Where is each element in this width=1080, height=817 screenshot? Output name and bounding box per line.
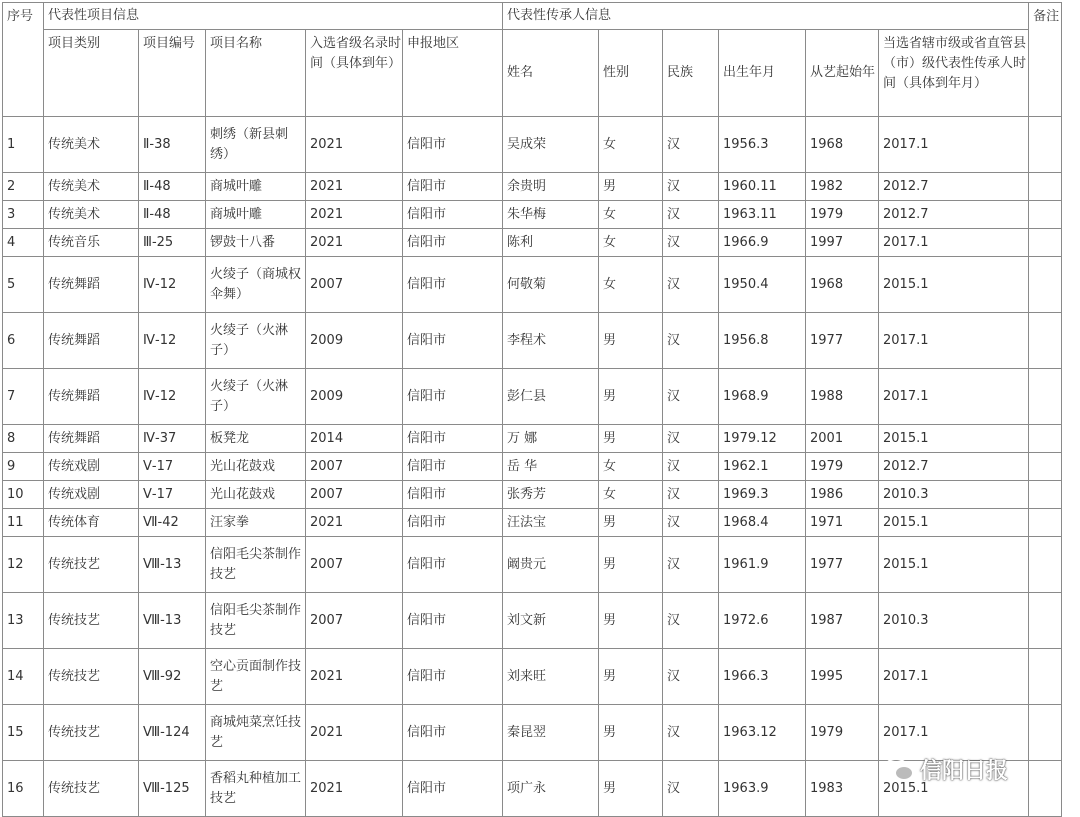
row-seq: 16: [3, 761, 44, 817]
row-ethnicity: 汉: [663, 369, 719, 425]
row-name: 岳 华: [503, 453, 599, 481]
row-project: 光山花鼓戏: [206, 453, 306, 481]
row-seq: 1: [3, 117, 44, 173]
row-project: 香稻丸种植加工技艺: [206, 761, 306, 817]
table-row: [3, 173, 1062, 201]
row-year: 2021: [306, 509, 403, 537]
row-category: 传统技艺: [44, 705, 139, 761]
row-remark: [1029, 425, 1062, 453]
row-remark: [1029, 201, 1062, 229]
row-seq: 8: [3, 425, 44, 453]
row-ethnicity: 汉: [663, 257, 719, 313]
row-category: 传统戏剧: [44, 481, 139, 509]
row-ethnicity: 汉: [663, 313, 719, 369]
row-region: 信阳市: [403, 201, 503, 229]
row-ethnicity: 汉: [663, 649, 719, 705]
row-gender: 女: [599, 481, 663, 509]
row-ethnicity: 汉: [663, 593, 719, 649]
row-ethnicity: 汉: [663, 173, 719, 201]
row-start-year: 1986: [806, 481, 879, 509]
row-start-year: 1982: [806, 173, 879, 201]
table-row: [3, 705, 1062, 761]
row-remark: [1029, 173, 1062, 201]
row-region: 信阳市: [403, 481, 503, 509]
header-project-category: 项目类别: [44, 30, 139, 117]
row-category: 传统戏剧: [44, 453, 139, 481]
row-number: Ⅴ-17: [139, 453, 206, 481]
row-year: 2009: [306, 369, 403, 425]
row-gender: 女: [599, 453, 663, 481]
row-name: 吴成荣: [503, 117, 599, 173]
row-birth: 1962.1: [719, 453, 806, 481]
row-gender: 男: [599, 369, 663, 425]
row-number: Ⅷ-13: [139, 593, 206, 649]
row-gender: 男: [599, 593, 663, 649]
row-gender: 女: [599, 117, 663, 173]
row-region: 信阳市: [403, 369, 503, 425]
row-number: Ⅱ-48: [139, 173, 206, 201]
row-region: 信阳市: [403, 453, 503, 481]
row-year: 2021: [306, 201, 403, 229]
row-gender: 男: [599, 761, 663, 817]
row-remark: [1029, 369, 1062, 425]
row-start-year: 2001: [806, 425, 879, 453]
row-name: 项广永: [503, 761, 599, 817]
table-row: [3, 453, 1062, 481]
row-number: Ⅲ-25: [139, 229, 206, 257]
heritage-inheritor-table: [2, 2, 1062, 817]
row-project: 火绫子（商城权伞舞）: [206, 257, 306, 313]
row-year: 2014: [306, 425, 403, 453]
row-ethnicity: 汉: [663, 201, 719, 229]
row-category: 传统技艺: [44, 537, 139, 593]
row-category: 传统舞蹈: [44, 313, 139, 369]
row-category: 传统音乐: [44, 229, 139, 257]
row-project: 商城叶雕: [206, 201, 306, 229]
row-category: 传统舞蹈: [44, 369, 139, 425]
table-row: [3, 593, 1062, 649]
row-number: Ⅳ-12: [139, 257, 206, 313]
row-selected-time: 2015.1: [879, 761, 1029, 817]
row-birth: 1979.12: [719, 425, 806, 453]
row-ethnicity: 汉: [663, 705, 719, 761]
row-selected-time: 2012.7: [879, 453, 1029, 481]
row-start-year: 1995: [806, 649, 879, 705]
row-project: 信阳毛尖茶制作技艺: [206, 593, 306, 649]
row-remark: [1029, 117, 1062, 173]
row-start-year: 1977: [806, 537, 879, 593]
row-selected-time: 2012.7: [879, 201, 1029, 229]
row-year: 2021: [306, 117, 403, 173]
row-region: 信阳市: [403, 509, 503, 537]
table-row: [3, 481, 1062, 509]
row-selected-time: 2015.1: [879, 257, 1029, 313]
row-selected-time: 2017.1: [879, 229, 1029, 257]
row-project: 板凳龙: [206, 425, 306, 453]
row-name: 陈利: [503, 229, 599, 257]
row-year: 2007: [306, 453, 403, 481]
row-number: Ⅷ-13: [139, 537, 206, 593]
row-ethnicity: 汉: [663, 453, 719, 481]
row-seq: 9: [3, 453, 44, 481]
row-category: 传统体育: [44, 509, 139, 537]
header-row-columns: [3, 30, 1062, 117]
row-year: 2021: [306, 761, 403, 817]
row-year: 2007: [306, 257, 403, 313]
row-project: 刺绣（新县刺绣）: [206, 117, 306, 173]
table-row: [3, 369, 1062, 425]
row-region: 信阳市: [403, 173, 503, 201]
row-birth: 1956.8: [719, 313, 806, 369]
row-project: 火绫子（火淋子）: [206, 313, 306, 369]
row-gender: 男: [599, 705, 663, 761]
row-ethnicity: 汉: [663, 481, 719, 509]
row-remark: [1029, 705, 1062, 761]
row-gender: 女: [599, 257, 663, 313]
row-start-year: 1977: [806, 313, 879, 369]
table-row: [3, 649, 1062, 705]
row-region: 信阳市: [403, 229, 503, 257]
row-seq: 6: [3, 313, 44, 369]
row-region: 信阳市: [403, 537, 503, 593]
row-name: 李程术: [503, 313, 599, 369]
row-birth: 1956.3: [719, 117, 806, 173]
row-remark: [1029, 481, 1062, 509]
row-birth: 1966.3: [719, 649, 806, 705]
row-start-year: 1971: [806, 509, 879, 537]
row-remark: [1029, 509, 1062, 537]
row-number: Ⅳ-12: [139, 369, 206, 425]
row-seq: 3: [3, 201, 44, 229]
row-year: 2009: [306, 313, 403, 369]
row-category: 传统美术: [44, 173, 139, 201]
row-gender: 男: [599, 537, 663, 593]
row-year: 2021: [306, 649, 403, 705]
row-birth: 1960.11: [719, 173, 806, 201]
row-ethnicity: 汉: [663, 761, 719, 817]
row-year: 2021: [306, 705, 403, 761]
row-selected-time: 2010.3: [879, 481, 1029, 509]
row-region: 信阳市: [403, 761, 503, 817]
row-seq: 11: [3, 509, 44, 537]
row-region: 信阳市: [403, 705, 503, 761]
row-seq: 5: [3, 257, 44, 313]
header-birth: 出生年月: [719, 30, 806, 117]
row-start-year: 1979: [806, 453, 879, 481]
row-name: 张秀芳: [503, 481, 599, 509]
row-seq: 7: [3, 369, 44, 425]
row-region: 信阳市: [403, 425, 503, 453]
row-selected-time: 2017.1: [879, 117, 1029, 173]
row-name: 朱华梅: [503, 201, 599, 229]
row-project: 信阳毛尖茶制作技艺: [206, 537, 306, 593]
row-birth: 1963.11: [719, 201, 806, 229]
row-birth: 1961.9: [719, 537, 806, 593]
row-selected-time: 2017.1: [879, 649, 1029, 705]
row-start-year: 1968: [806, 257, 879, 313]
watermark: [884, 754, 1008, 785]
header-gender: 性别: [599, 30, 663, 117]
row-name: 万 娜: [503, 425, 599, 453]
row-number: Ⅳ-37: [139, 425, 206, 453]
row-category: 传统舞蹈: [44, 257, 139, 313]
row-gender: 男: [599, 313, 663, 369]
row-number: Ⅱ-38: [139, 117, 206, 173]
row-category: 传统技艺: [44, 593, 139, 649]
header-group-project: 代表性项目信息: [44, 3, 503, 30]
table-row: [3, 201, 1062, 229]
row-gender: 女: [599, 201, 663, 229]
row-year: 2021: [306, 229, 403, 257]
row-remark: [1029, 761, 1062, 817]
row-remark: [1029, 453, 1062, 481]
row-selected-time: 2010.3: [879, 593, 1029, 649]
row-category: 传统美术: [44, 201, 139, 229]
row-seq: 10: [3, 481, 44, 509]
header-inclusion-time: 入选省级名录时间（具体到年）: [306, 30, 403, 117]
row-name: 刘来旺: [503, 649, 599, 705]
row-project: 汪家拳: [206, 509, 306, 537]
row-category: 传统技艺: [44, 761, 139, 817]
row-start-year: 1988: [806, 369, 879, 425]
row-year: 2007: [306, 481, 403, 509]
row-category: 传统舞蹈: [44, 425, 139, 453]
row-birth: 1963.12: [719, 705, 806, 761]
row-birth: 1972.6: [719, 593, 806, 649]
row-region: 信阳市: [403, 313, 503, 369]
row-birth: 1968.9: [719, 369, 806, 425]
row-name: 余贵明: [503, 173, 599, 201]
row-year: 2007: [306, 593, 403, 649]
row-name: 阚贵元: [503, 537, 599, 593]
row-start-year: 1987: [806, 593, 879, 649]
row-name: 汪法宝: [503, 509, 599, 537]
row-project: 空心贡面制作技艺: [206, 649, 306, 705]
row-start-year: 1979: [806, 201, 879, 229]
table-row: [3, 425, 1062, 453]
header-project-number: 项目编号: [139, 30, 206, 117]
row-region: 信阳市: [403, 117, 503, 173]
row-selected-time: 2015.1: [879, 537, 1029, 593]
header-start-year: 从艺起始年: [806, 30, 879, 117]
row-project: 光山花鼓戏: [206, 481, 306, 509]
row-number: Ⅶ-42: [139, 509, 206, 537]
row-selected-time: 2017.1: [879, 705, 1029, 761]
wechat-icon: [884, 757, 914, 783]
row-remark: [1029, 537, 1062, 593]
header-row-groups: [3, 3, 1062, 30]
row-selected-time: 2015.1: [879, 425, 1029, 453]
row-seq: 14: [3, 649, 44, 705]
row-selected-time: 2017.1: [879, 313, 1029, 369]
row-project: 锣鼓十八番: [206, 229, 306, 257]
row-start-year: 1968: [806, 117, 879, 173]
row-start-year: 1979: [806, 705, 879, 761]
row-gender: 男: [599, 509, 663, 537]
table-row: [3, 229, 1062, 257]
row-birth: 1963.9: [719, 761, 806, 817]
header-group-inheritor: 代表性传承人信息: [503, 3, 1029, 30]
row-number: Ⅴ-17: [139, 481, 206, 509]
row-gender: 女: [599, 229, 663, 257]
header-selected-time: 当选省辖市级或省直管县（市）级代表性传承人时间（具体到年月）: [879, 30, 1029, 117]
row-region: 信阳市: [403, 593, 503, 649]
row-birth: 1968.4: [719, 509, 806, 537]
row-remark: [1029, 313, 1062, 369]
row-start-year: 1983: [806, 761, 879, 817]
row-name: 刘文新: [503, 593, 599, 649]
row-region: 信阳市: [403, 649, 503, 705]
row-gender: 男: [599, 173, 663, 201]
row-gender: 男: [599, 425, 663, 453]
row-year: 2021: [306, 173, 403, 201]
table-row: [3, 509, 1062, 537]
row-remark: [1029, 593, 1062, 649]
row-number: Ⅱ-48: [139, 201, 206, 229]
row-seq: 4: [3, 229, 44, 257]
row-ethnicity: 汉: [663, 229, 719, 257]
row-seq: 15: [3, 705, 44, 761]
row-name: 秦昆翌: [503, 705, 599, 761]
row-gender: 男: [599, 649, 663, 705]
row-project: 商城叶雕: [206, 173, 306, 201]
header-name: 姓名: [503, 30, 599, 117]
header-seq: 序号: [3, 3, 44, 117]
row-remark: [1029, 229, 1062, 257]
row-selected-time: 2017.1: [879, 369, 1029, 425]
row-year: 2007: [306, 537, 403, 593]
header-project-name: 项目名称: [206, 30, 306, 117]
row-seq: 2: [3, 173, 44, 201]
row-name: 彭仁县: [503, 369, 599, 425]
row-seq: 12: [3, 537, 44, 593]
row-remark: [1029, 649, 1062, 705]
row-selected-time: 2012.7: [879, 173, 1029, 201]
row-birth: 1950.4: [719, 257, 806, 313]
watermark-text: 信阳日报: [920, 759, 1009, 784]
table-row: [3, 537, 1062, 593]
header-region: 申报地区: [403, 30, 503, 117]
row-category: 传统美术: [44, 117, 139, 173]
row-project: 商城炖菜烹饪技艺: [206, 705, 306, 761]
row-category: 传统技艺: [44, 649, 139, 705]
row-ethnicity: 汉: [663, 117, 719, 173]
row-selected-time: 2015.1: [879, 509, 1029, 537]
row-number: Ⅷ-124: [139, 705, 206, 761]
row-number: Ⅷ-125: [139, 761, 206, 817]
table-row: [3, 117, 1062, 173]
row-region: 信阳市: [403, 257, 503, 313]
row-birth: 1966.9: [719, 229, 806, 257]
table-row: [3, 257, 1062, 313]
header-remarks: 备注: [1029, 3, 1062, 117]
row-remark: [1029, 257, 1062, 313]
row-name: 何敬菊: [503, 257, 599, 313]
header-ethnicity: 民族: [663, 30, 719, 117]
row-ethnicity: 汉: [663, 537, 719, 593]
row-ethnicity: 汉: [663, 425, 719, 453]
row-ethnicity: 汉: [663, 509, 719, 537]
row-start-year: 1997: [806, 229, 879, 257]
row-birth: 1969.3: [719, 481, 806, 509]
row-number: Ⅷ-92: [139, 649, 206, 705]
table-row: [3, 313, 1062, 369]
row-number: Ⅳ-12: [139, 313, 206, 369]
row-project: 火绫子（火淋子）: [206, 369, 306, 425]
row-seq: 13: [3, 593, 44, 649]
